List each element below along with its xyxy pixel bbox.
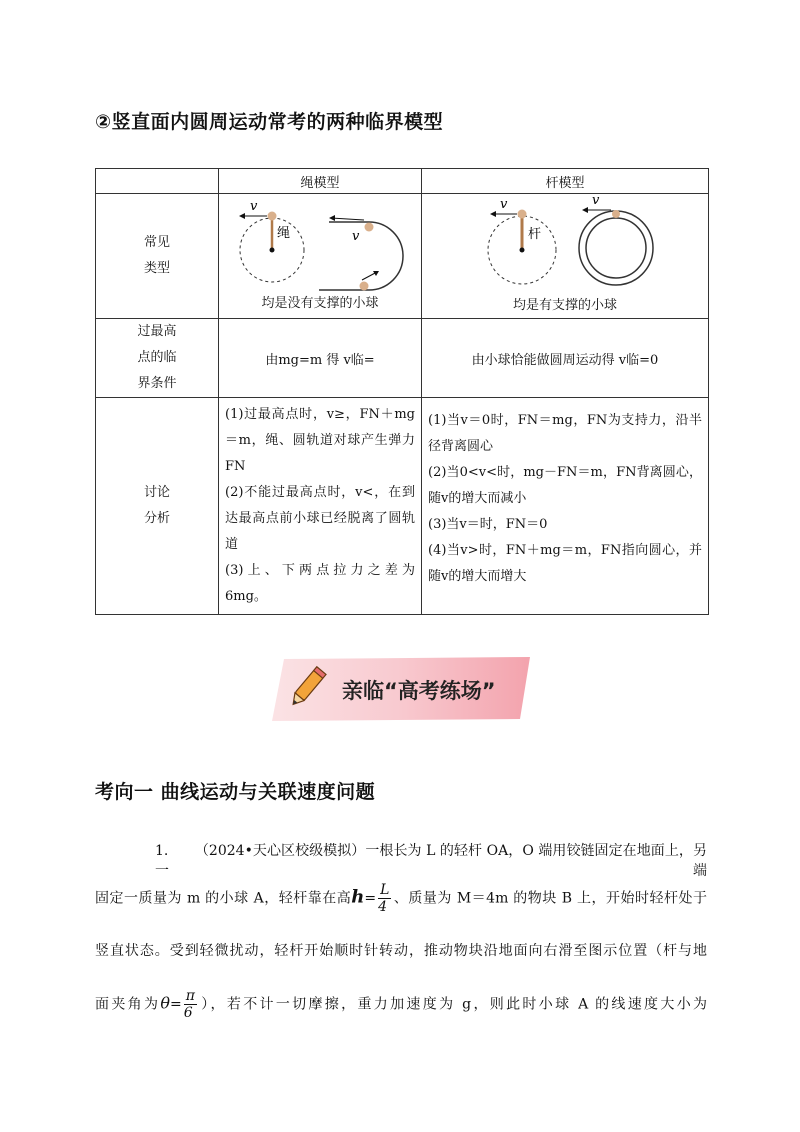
velocity-label: v: [250, 199, 258, 214]
rod-discussion-line: (3)当v＝时，FN＝0: [428, 517, 548, 532]
arrow-head-icon: [239, 213, 245, 219]
rod-caption: 均是有支撑的小球: [512, 298, 617, 313]
rope-discussion-line: (3)上、下两点拉力之差为6mg。: [225, 563, 415, 604]
arrow-head-icon: [329, 215, 335, 221]
question-line-4: 面夹角为θ= $\frac{\pi}{6}$ ），若不计一切摩擦，重力加速度为 g，则此时小球 A 的线速度大小为: [95, 988, 708, 1021]
track-path: [319, 222, 403, 290]
fraction-denominator: 4: [378, 899, 387, 915]
rope-discussion-line: (2)不能过最高点时，v<，在到达最高点前小球已经脱离了圆轨道: [225, 485, 415, 552]
arrow-head-icon: [490, 211, 496, 217]
center-dot: [270, 248, 275, 253]
header-rod-model: 杆模型: [422, 169, 709, 194]
rod-discussion-line: (4)当v>时，FN＋mg＝m，FN指向圆心，并随v的增大而增大: [428, 543, 702, 584]
theta-fraction: [184, 988, 197, 1021]
table-header-row: [96, 169, 709, 194]
h-fraction: [378, 882, 391, 915]
model-comparison-table: [95, 168, 709, 615]
header-empty-cell: [96, 169, 219, 194]
question-line-2: 固定一质量为 m 的小球 A，轻杆靠在高h= $\frac{L}{4}$ 、质量为 M＝4m 的物块 B 上，开始时轻杆处于: [95, 882, 707, 915]
ball-icon: [268, 212, 277, 221]
rope-discussion-line: (1)过最高点时，v≥，FN＋mg＝m，绳、圆轨道对球产生弹力FN: [225, 407, 415, 474]
rope-figure-cell: [219, 194, 422, 319]
rod-figure-cell: [422, 194, 709, 319]
table-row-condition: [96, 319, 709, 398]
fraction-numerator: π: [185, 988, 195, 1004]
ball-icon: [518, 210, 527, 219]
fraction-denominator: 6: [183, 1005, 193, 1021]
fraction-numerator: L: [380, 882, 390, 898]
header-rope-model: 绳模型: [219, 169, 422, 194]
table-row-common-types: [96, 194, 709, 319]
velocity-label: v: [500, 197, 508, 212]
theta-variable: θ: [160, 993, 170, 1013]
rope-caption: 均是没有支撑的小球: [261, 296, 379, 311]
track-velocity-label: v: [352, 229, 360, 244]
outer-ring: [579, 211, 653, 285]
row-label-common-types: 常见 类型: [96, 194, 219, 319]
rod-discussion-line: (2)当0<v<时，mg－FN＝m，FN背离圆心，随v的增大而减小: [428, 465, 702, 506]
question-text: ），若不计一切摩擦，重力加速度为 g，则此时小球 A 的线速度大小为: [198, 996, 708, 1013]
question-line-3: 竖直状态。受到轻微扰动，轻杆开始顺时针转动，推动物块沿地面向右滑至图示位置（杆与地: [95, 943, 707, 959]
ring-ball-icon: [612, 210, 620, 218]
question-text: 固定一质量为 m 的小球 A，轻杆靠在高: [95, 890, 352, 907]
center-dot: [520, 248, 525, 253]
rod-condition: 由小球恰能做圆周运动得 v临=0: [422, 319, 709, 398]
rod-discussion-line: (1)当v＝0时，FN＝mg，FN为支持力，沿半径背离圆心: [428, 413, 702, 454]
question-text: 面夹角为: [95, 996, 161, 1013]
rope-condition: 由mg=m 得 v临=: [219, 319, 422, 398]
rod-discussion-cell: [422, 398, 709, 615]
inner-ring: [586, 218, 646, 278]
track-top-ball-icon: [365, 223, 374, 232]
row-label-discussion: 讨论 分析: [96, 398, 219, 615]
arrow-head-icon: [582, 207, 588, 213]
rod-label: 杆: [528, 227, 542, 242]
banner-text: 亲临“高考练场”: [342, 679, 496, 703]
top-velocity-arrow: [331, 218, 364, 220]
topic-heading: 考向一 曲线运动与关联速度问题: [95, 781, 376, 803]
rope-label: 绳: [277, 226, 291, 241]
question-number: 1.: [155, 843, 169, 859]
question-text: 、质量为 M＝4m 的物块 B 上，开始时轻杆处于: [393, 890, 707, 907]
h-variable: h: [351, 886, 365, 908]
question-line-1: [95, 840, 707, 880]
question-text: （2024•天心区校级模拟）一根长为 L 的轻杆 OA，O 端用铰链固定在地面上，另一端: [155, 843, 707, 879]
section-heading: ②竖直面内圆周运动常考的两种临界模型: [95, 111, 444, 133]
track-bottom-ball-icon: [360, 282, 369, 291]
rope-discussion-cell: [219, 398, 422, 615]
practice-banner: [272, 655, 530, 727]
banner-graphic: [272, 655, 530, 723]
table-row-discussion: [96, 398, 709, 615]
row-label-condition: 过最高 点的临 界条件: [96, 319, 219, 398]
ring-velocity-label: v: [592, 194, 600, 208]
